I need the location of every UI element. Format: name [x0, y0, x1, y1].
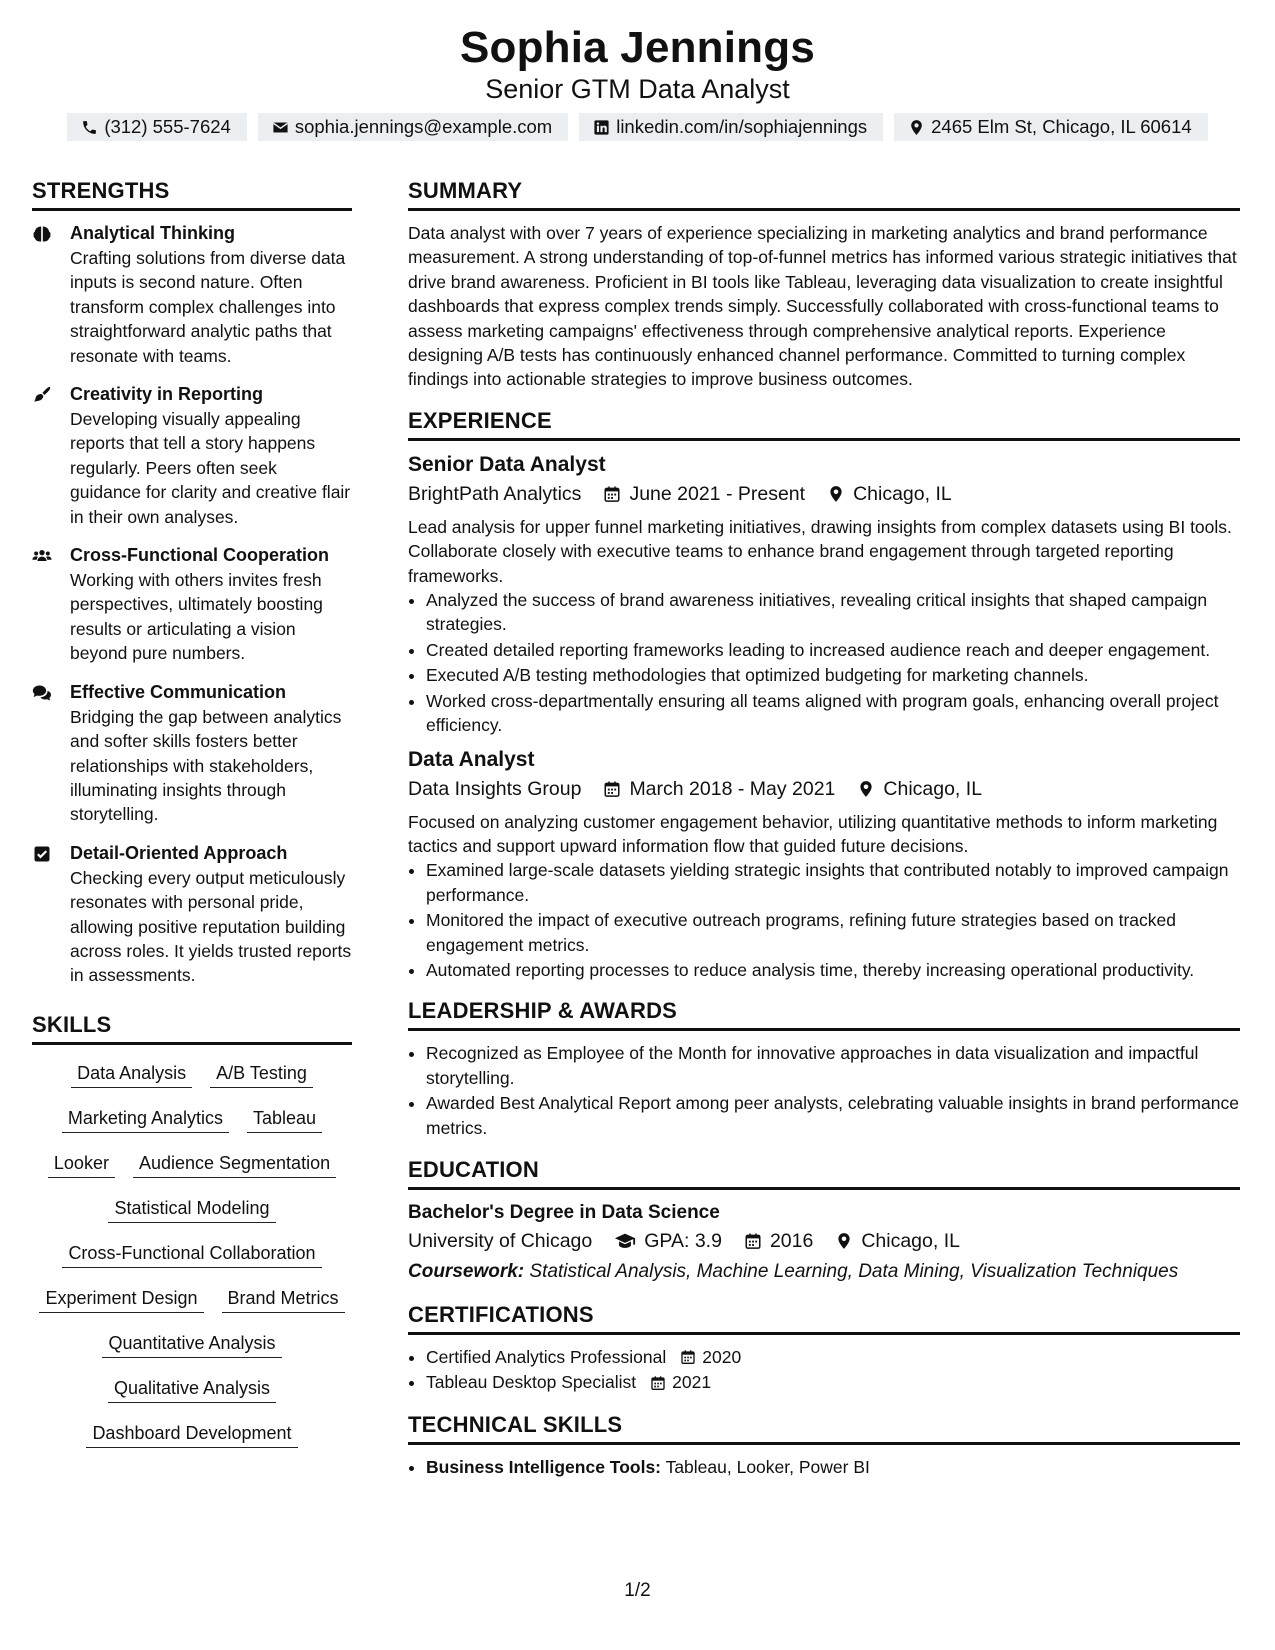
strength-item: [32, 680, 352, 827]
skills-list: [32, 1061, 352, 1448]
contact-email-text: sophia.jennings@example.com: [294, 116, 553, 137]
job-dates: June 2021 - Present: [629, 482, 806, 505]
coursework: [408, 1258, 1240, 1286]
coursework-text: Statistical Analysis, Machine Learning, Data Mining, Visualization Techniques: [529, 1260, 1179, 1282]
strength-item: [32, 382, 352, 529]
job-bullet: • Created detailed reporting frameworks leading to increased audience reach and deeper engagement.: [426, 638, 1240, 662]
checkbox-icon: [32, 844, 54, 866]
skill-tag: Data Analysis: [71, 1061, 192, 1088]
job-company: BrightPath Analytics: [408, 482, 582, 505]
strength-desc: Checking every output meticulously resonates with personal pride, allowing positive reputation building across roles. It yields trusted reports in assessments.: [70, 867, 352, 986]
contact-phone[interactable]: [67, 113, 247, 141]
education-location: Chicago, IL: [861, 1229, 960, 1252]
job-bullets: [408, 588, 1240, 737]
job-bullets: [408, 858, 1240, 982]
strength-title: Detail-Oriented Approach: [70, 842, 288, 863]
leadership-bullets: [408, 1041, 1240, 1140]
certifications-list: [408, 1345, 1240, 1395]
linkedin-icon: [593, 119, 610, 136]
school-name: University of Chicago: [408, 1229, 593, 1252]
calendar-icon: [603, 780, 621, 798]
job-location: Chicago, IL: [883, 777, 983, 800]
skill-tag: Statistical Modeling: [108, 1196, 275, 1223]
strength-title: Cross-Functional Cooperation: [70, 545, 330, 566]
skill-tag: Audience Segmentation: [133, 1151, 336, 1178]
summary-heading: SUMMARY: [408, 176, 1240, 211]
job-bullet: • Examined large-scale datasets yielding strategic insights that contributed notably to improved campaign performance.: [426, 858, 1240, 907]
map-pin-icon: [908, 119, 925, 136]
skills-heading: SKILLS: [32, 1010, 352, 1045]
leadership-heading: LEADERSHIP & AWARDS: [408, 996, 1240, 1031]
job-meta: [408, 479, 1240, 509]
strength-item: [32, 841, 352, 988]
job-description: Lead analysis for upper funnel marketing initiatives, drawing insights from complex datasets using BI tools. Collaborate closely with executive teams to enhance brand engagement through targeted reporting frameworks.: [408, 516, 1232, 586]
skill-tag: Dashboard Development: [86, 1421, 297, 1448]
calendar-icon: [650, 1375, 666, 1391]
job-bullet: • Analyzed the success of brand awareness initiatives, revealing critical insights that shaped campaign strategies.: [426, 588, 1240, 637]
job-bullet: • Automated reporting processes to reduce analysis time, thereby increasing operational productivity.: [426, 958, 1240, 982]
strength-title: Analytical Thinking: [70, 223, 236, 243]
job-bullet: • Executed A/B testing methodologies that optimized budgeting for marketing channels.: [426, 663, 1240, 687]
skill-tag: Experiment Design: [39, 1286, 203, 1313]
left-column: [32, 176, 352, 1466]
certification-year: 2021: [672, 1372, 712, 1393]
strength-desc: Working with others invites fresh perspectives, ultimately boosting results or articulating a vision beyond pure numbers.: [70, 570, 323, 664]
technical-skills-heading: TECHNICAL SKILLS: [408, 1410, 1240, 1445]
candidate-name: Sophia Jennings: [459, 23, 816, 72]
award-bullet: • Awarded Best Analytical Report among peer analysts, celebrating valuable insights in brand performance metrics.: [426, 1091, 1240, 1140]
job-entry: [408, 746, 1240, 983]
certifications-heading: CERTIFICATIONS: [408, 1300, 1240, 1335]
job-bullet: • Worked cross-departmentally ensuring all teams aligned with program goals, enhancing overall project efficiency.: [426, 689, 1240, 738]
technical-skill-item: [426, 1455, 1240, 1479]
skill-tag: Cross-Functional Collaboration: [62, 1241, 321, 1268]
strength-desc: Crafting solutions from diverse data inputs is second nature. Often transform complex challenges into straightforward analytic paths that resonate with teams.: [70, 248, 346, 366]
contact-linkedin-text: linkedin.com/in/sophiajennings: [616, 116, 868, 137]
award-bullet: • Recognized as Employee of the Month for innovative approaches in data visualization and impactful storytelling.: [426, 1041, 1240, 1090]
job-title: Data Analyst: [408, 747, 535, 771]
map-pin-icon: [835, 1232, 853, 1250]
job-title: Senior Data Analyst: [408, 452, 606, 476]
phone-icon: [81, 119, 98, 136]
contact-email[interactable]: [258, 113, 568, 141]
job-entry: [408, 451, 1240, 738]
technical-skill-label: Business Intelligence Tools:: [426, 1456, 662, 1477]
map-pin-icon: [857, 780, 875, 798]
calendar-icon: [680, 1349, 696, 1365]
map-pin-icon: [827, 485, 845, 503]
job-location: Chicago, IL: [853, 482, 952, 505]
calendar-icon: [603, 485, 621, 503]
skill-tag: Marketing Analytics: [62, 1106, 229, 1133]
job-bullet: • Monitored the impact of executive outreach programs, refining future strategies based on tracked engagement metrics.: [426, 908, 1240, 957]
strengths-heading: STRENGTHS: [32, 176, 352, 211]
page-number: 1/2: [624, 1580, 651, 1601]
education-meta: [408, 1226, 1240, 1256]
contact-address-text: 2465 Elm St, Chicago, IL 60614: [931, 116, 1192, 137]
candidate-role: Senior GTM Data Analyst: [485, 74, 790, 104]
graduation-cap-icon: [614, 1230, 636, 1252]
right-column: [408, 176, 1240, 1480]
job-dates: March 2018 - May 2021: [629, 777, 836, 800]
skill-tag: Tableau: [247, 1106, 322, 1133]
brain-icon: [32, 224, 54, 246]
coursework-label: Coursework:: [408, 1260, 525, 1282]
strength-desc: Bridging the gap between analytics and softer skills fosters better relationships with stakeholders, illuminating insights through storytelling.: [70, 706, 342, 825]
calendar-icon: [744, 1232, 762, 1250]
contact-bar: [0, 113, 1275, 141]
education-heading: EDUCATION: [408, 1155, 1240, 1190]
skill-tag: Qualitative Analysis: [108, 1376, 276, 1403]
certification-name: • Tableau Desktop Specialist: [426, 1372, 637, 1393]
contact-linkedin[interactable]: [579, 113, 883, 141]
job-meta: [408, 774, 1240, 804]
degree-title: Bachelor's Degree in Data Science: [408, 1201, 720, 1223]
certification-item: [426, 1345, 1240, 1369]
certification-name: • Certified Analytics Professional: [426, 1346, 667, 1367]
strength-item: [32, 543, 352, 666]
skill-tag: Brand Metrics: [222, 1286, 345, 1313]
strength-title: Creativity in Reporting: [70, 384, 264, 405]
technical-skill-value: Tableau, Looker, Power BI: [665, 1456, 870, 1477]
skill-tag: A/B Testing: [210, 1061, 313, 1088]
graduation-year: 2016: [769, 1229, 814, 1252]
skill-tag: Quantitative Analysis: [102, 1331, 281, 1358]
contact-address[interactable]: [894, 113, 1208, 141]
job-company: Data Insights Group: [408, 777, 582, 800]
gpa: GPA: 3.9: [644, 1229, 722, 1252]
strength-item: [32, 221, 352, 368]
paintbrush-icon: [32, 385, 54, 407]
envelope-icon: [272, 119, 289, 136]
experience-heading: EXPERIENCE: [408, 406, 1240, 441]
technical-skills-list: [408, 1455, 1240, 1479]
certification-item: [426, 1370, 1240, 1394]
summary-text: Data analyst with over 7 years of experience specializing in marketing analytics and brand performance measurement. A strong understanding of top-of-funnel metrics has informed various strategic initiatives that drive brand awareness. Proficient in BI tools like Tableau, leveraging data visualization to create insightful dashboards that express complex trends simply. Successfully collaborated with cross-functional teams to assess marketing campaigns' effectiveness through comprehensive analytical reports. Experience designing A/B tests has continuously enhanced channel performance. Committed to turning complex findings into actionable strategies to improve business outcomes.: [408, 223, 1237, 390]
strength-desc: Developing visually appealing reports that tell a story happens regularly. Peers often seek guidance for clarity and creative flair in their own analyses.: [70, 409, 351, 527]
contact-phone-text: (312) 555-7624: [104, 116, 231, 137]
comments-icon: [32, 683, 54, 705]
job-description: Focused on analyzing customer engagement behavior, utilizing quantitative methods to inform marketing tactics and support upward information flow that guided future decisions.: [408, 811, 1218, 856]
users-icon: [32, 546, 54, 568]
strength-title: Effective Communication: [70, 681, 287, 702]
certification-year: 2020: [702, 1346, 742, 1367]
skill-tag: Looker: [48, 1151, 115, 1178]
